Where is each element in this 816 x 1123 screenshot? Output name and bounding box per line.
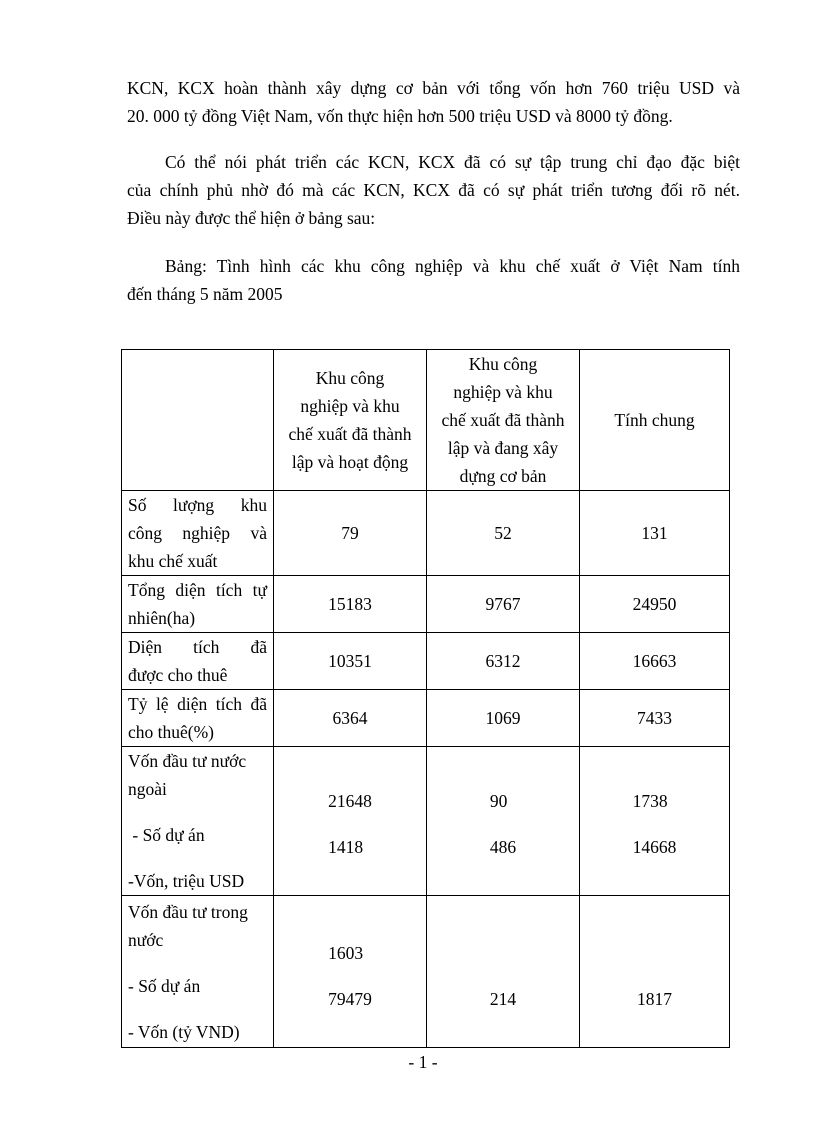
- table-caption: [127, 252, 740, 308]
- text-line: KCN, KCX hoàn thành xây dựng cơ bản với tổng vốn hơn 760 triệu USD và: [127, 78, 740, 98]
- table-cell: 131: [580, 491, 730, 576]
- table-cell: 52: [427, 491, 580, 576]
- table-cell: 90 486: [427, 747, 580, 896]
- page-number: - 1 -: [408, 1052, 438, 1072]
- table-cell: 1069: [427, 690, 580, 747]
- table-cell: 7433: [580, 690, 730, 747]
- table-row: [122, 690, 730, 747]
- statistics-table: [121, 349, 730, 1048]
- header-cell-empty: [122, 350, 274, 491]
- text-line: Điều này được thể hiện ở bảng sau:: [127, 208, 376, 228]
- table-header-row: [122, 350, 730, 491]
- text-line: Bảng: Tình hình các khu công nghiệp và khu chế xuất ở Việt Nam tính: [165, 256, 740, 276]
- table-cell: 24950: [580, 576, 730, 633]
- row-label: Số lượng khu công nghiệp và khu chế xuất: [122, 491, 274, 576]
- table-cell: 16663: [580, 633, 730, 690]
- text-line: đến tháng 5 năm 2005: [127, 284, 283, 304]
- table-cell: 6312: [427, 633, 580, 690]
- header-cell: Khu công nghiệp và khu chế xuất đã thành lập và hoạt động: [274, 350, 427, 491]
- text-line: Có thể nói phát triển các KCN, KCX đã có sự tập trung chỉ đạo đặc biệt: [165, 152, 740, 172]
- row-label: Tổng diện tích tự nhiên(ha): [122, 576, 274, 633]
- paragraph-2: [127, 148, 740, 232]
- table-cell: 6364: [274, 690, 427, 747]
- table-cell: 1817: [580, 896, 730, 1048]
- table-cell: 214: [427, 896, 580, 1048]
- header-cell: Tính chung: [580, 350, 730, 491]
- table-cell: 1603 79479: [274, 896, 427, 1048]
- row-label: Vốn đầu tư trong nước - Số dự án - Vốn (tỷ VND): [122, 896, 274, 1048]
- row-label: Vốn đầu tư nước ngoài - Số dự án -Vốn, triệu USD: [122, 747, 274, 896]
- table-cell: 10351: [274, 633, 427, 690]
- row-label: Diện tích đã được cho thuê: [122, 633, 274, 690]
- row-label: Tỷ lệ diện tích đã cho thuê(%): [122, 690, 274, 747]
- header-cell: Khu công nghiệp và khu chế xuất đã thành lập và đang xây dựng cơ bản: [427, 350, 580, 491]
- table-cell: 9767: [427, 576, 580, 633]
- text-line: 20. 000 tỷ đồng Việt Nam, vốn thực hiện hơn 500 triệu USD và 8000 tỷ đồng.: [127, 106, 673, 126]
- paragraph-1: [127, 74, 740, 130]
- table-row: [122, 747, 730, 896]
- table-row: [122, 576, 730, 633]
- table-cell: 15183: [274, 576, 427, 633]
- table-cell: 1738 14668: [580, 747, 730, 896]
- table-row: [122, 491, 730, 576]
- table-cell: 79: [274, 491, 427, 576]
- table-row: [122, 633, 730, 690]
- table-cell: 21648 1418: [274, 747, 427, 896]
- table-row: [122, 896, 730, 1048]
- text-line: của chính phủ nhờ đó mà các KCN, KCX đã có sự phát triển tương đối rõ nét.: [127, 180, 740, 200]
